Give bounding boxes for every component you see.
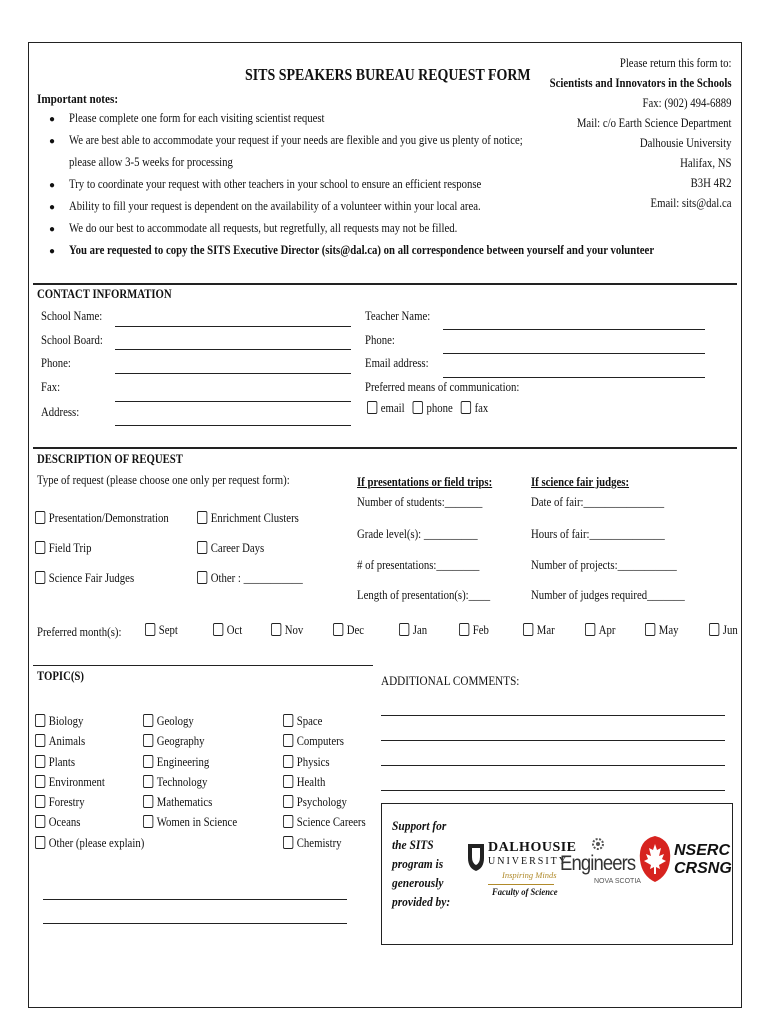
request-heading: DESCRIPTION OF REQUEST xyxy=(37,452,183,466)
contact-heading: CONTACT INFORMATION xyxy=(37,287,172,301)
dalhousie-logo xyxy=(466,840,577,910)
month-checkbox[interactable] xyxy=(213,623,223,636)
topic-option[interactable] xyxy=(283,772,366,792)
return-city: Halifax, NS xyxy=(679,156,731,170)
type-checkbox[interactable] xyxy=(35,511,45,524)
month-checkbox[interactable] xyxy=(645,623,655,636)
topic-option[interactable] xyxy=(283,792,366,812)
month-label: Jan xyxy=(412,623,428,637)
bullet-icon: ● xyxy=(49,136,56,147)
bullet-icon: ● xyxy=(49,246,56,257)
month-label: Feb xyxy=(472,623,489,637)
topic-checkbox[interactable] xyxy=(35,734,45,747)
pres-field[interactable]: # of presentations:________ xyxy=(357,558,480,572)
note-item: Try to coordinate your request with other teachers in your school to ensure an efficient response xyxy=(69,177,482,191)
month-option[interactable] xyxy=(271,623,303,638)
type-option-label: Enrichment Clusters xyxy=(210,511,299,525)
divider xyxy=(33,283,737,285)
other-explain-line[interactable] xyxy=(43,899,347,900)
topic-checkbox[interactable] xyxy=(143,795,153,808)
school-board-field[interactable] xyxy=(115,349,351,350)
topic-checkbox[interactable] xyxy=(143,775,153,788)
month-checkbox[interactable] xyxy=(399,623,409,636)
topic-label: Environment xyxy=(48,774,105,789)
bullet-icon: ● xyxy=(49,180,56,191)
topic-option[interactable] xyxy=(143,772,237,792)
sponsor-box xyxy=(381,803,733,945)
gear-icon xyxy=(590,836,606,852)
type-checkbox[interactable] xyxy=(35,571,45,584)
month-label: Jun xyxy=(722,623,738,637)
type-option-label: Field Trip xyxy=(48,541,92,555)
topic-checkbox[interactable] xyxy=(283,755,293,768)
school-board-label: School Board: xyxy=(41,333,103,347)
divider xyxy=(33,665,373,666)
fair-field[interactable]: Date of fair:_______________ xyxy=(531,495,665,509)
topic-checkbox[interactable] xyxy=(35,815,45,828)
return-address-block xyxy=(520,53,732,213)
topic-checkbox[interactable] xyxy=(283,775,293,788)
topic-col-1 xyxy=(35,711,144,853)
type-option[interactable] xyxy=(35,541,91,556)
month-checkbox[interactable] xyxy=(585,623,595,636)
topic-option[interactable] xyxy=(283,752,366,772)
month-label: May xyxy=(658,623,679,637)
topic-option[interactable] xyxy=(35,812,144,832)
type-option[interactable] xyxy=(35,571,134,586)
type-option-label: Other : ___________ xyxy=(210,571,303,585)
phone-field[interactable] xyxy=(115,373,351,374)
topic-label: Space xyxy=(296,714,323,728)
topic-label: Computers xyxy=(296,734,344,749)
topic-label: Engineering xyxy=(156,754,210,769)
note-item: We do our best to accommodate all requests, but regretfully, all requests may not be filled. xyxy=(69,221,458,235)
topic-label: Geography xyxy=(156,734,205,749)
topic-label: Women in Science xyxy=(156,815,238,830)
eng-sub: NOVA SCOTIA xyxy=(594,878,641,885)
topic-checkbox[interactable] xyxy=(283,795,293,808)
support-line: provided by: xyxy=(392,894,451,909)
topic-label: Science Careers xyxy=(296,815,366,830)
note-item-important: You are requested to copy the SITS Executive Director (sits@dal.ca) on all correspondence between yourself and your volunteer xyxy=(69,243,655,257)
topic-option[interactable] xyxy=(283,833,366,853)
type-option-label: Career Days xyxy=(210,541,265,555)
school-name-label: School Name: xyxy=(41,309,103,323)
form-title: SITS SPEAKERS BUREAU REQUEST FORM xyxy=(245,65,531,84)
preferred-means-label: Preferred means of communication: xyxy=(365,380,520,394)
months-label: Preferred month(s): xyxy=(37,625,122,639)
month-label: Oct xyxy=(226,623,243,637)
note-item: Ability to fill your request is dependent on the availability of a volunteer within your local area. xyxy=(69,199,481,213)
fair-field[interactable]: Number of projects:___________ xyxy=(531,558,677,572)
topic-col-3 xyxy=(283,711,366,853)
type-prompt: Type of request (please choose one only per request form): xyxy=(37,473,290,487)
note-item: We are best able to accommodate your request if your needs are flexible and you give us plenty of notice; xyxy=(69,133,523,147)
fax-checkbox[interactable] xyxy=(461,401,471,414)
return-email: Email: sits@dal.ca xyxy=(650,196,731,210)
topic-label: Geology xyxy=(156,714,194,728)
bullet-icon: ● xyxy=(49,114,56,125)
divider xyxy=(33,447,737,449)
topic-option[interactable] xyxy=(35,731,144,751)
email-option-label: email xyxy=(380,401,405,415)
type-checkbox[interactable] xyxy=(197,571,207,584)
type-option-label: Science Fair Judges xyxy=(48,571,135,585)
topic-checkbox[interactable] xyxy=(283,815,293,828)
dal-tagline: Inspiring Minds xyxy=(502,870,557,880)
return-postal: B3H 4R2 xyxy=(690,176,731,190)
month-label: Apr xyxy=(598,623,616,637)
support-text xyxy=(392,816,450,911)
note-item: Please complete one form for each visiting scientist request xyxy=(69,111,325,125)
topic-checkbox[interactable] xyxy=(143,815,153,828)
engineers-ns-logo xyxy=(560,836,642,902)
type-option[interactable] xyxy=(197,541,264,556)
topic-checkbox[interactable] xyxy=(35,795,45,808)
pres-heading: If presentations or field trips: xyxy=(357,475,493,489)
pres-field[interactable]: Length of presentation(s):____ xyxy=(357,588,491,602)
month-checkbox[interactable] xyxy=(523,623,533,636)
school-name-field[interactable] xyxy=(115,326,351,327)
topic-checkbox[interactable] xyxy=(143,714,153,727)
email-address-field[interactable] xyxy=(443,377,705,378)
notes-heading: Important notes: xyxy=(37,91,119,106)
other-explain-line[interactable] xyxy=(43,923,347,924)
dal-university: UNIVERSITY xyxy=(488,856,568,867)
month-label: Sept xyxy=(158,623,178,637)
topic-label: Other (please explain) xyxy=(48,835,145,850)
topic-label: Forestry xyxy=(48,795,85,810)
comment-line[interactable] xyxy=(381,740,725,741)
topic-label: Physics xyxy=(296,754,330,769)
form-page xyxy=(28,42,742,1008)
type-option[interactable] xyxy=(197,571,303,586)
topic-label: Mathematics xyxy=(156,795,213,810)
nserc-fr: CRSNG xyxy=(674,860,732,877)
fair-field[interactable]: Number of judges required_______ xyxy=(531,588,685,602)
return-univ: Dalhousie University xyxy=(639,136,731,150)
phone-option-label: phone xyxy=(426,401,453,415)
month-option[interactable] xyxy=(585,623,615,638)
type-checkbox[interactable] xyxy=(197,541,207,554)
dalhousie-crest-icon xyxy=(466,842,486,872)
return-org: Scientists and Innovators in the Schools xyxy=(549,76,731,90)
bullet-icon: ● xyxy=(49,202,56,213)
type-option[interactable] xyxy=(35,511,169,526)
topic-checkbox[interactable] xyxy=(35,836,45,849)
topic-option[interactable] xyxy=(283,731,366,751)
month-option[interactable] xyxy=(333,623,364,638)
type-option[interactable] xyxy=(197,511,299,526)
topic-label: Psychology xyxy=(296,795,347,810)
topic-option[interactable] xyxy=(143,711,237,731)
type-option-label: Presentation/Demonstration xyxy=(48,511,169,525)
topics-heading: TOPIC(S) xyxy=(37,669,84,683)
fair-field[interactable]: Hours of fair:______________ xyxy=(531,527,665,541)
support-line: the SITS xyxy=(392,837,434,852)
topic-option[interactable] xyxy=(35,792,144,812)
topic-option[interactable] xyxy=(283,711,366,731)
address-label: Address: xyxy=(41,405,80,419)
month-option[interactable] xyxy=(459,623,489,638)
topic-option[interactable] xyxy=(35,711,144,731)
phone-label: Phone: xyxy=(41,356,71,370)
pres-field[interactable]: Grade level(s): __________ xyxy=(357,527,478,541)
address-field[interactable] xyxy=(115,425,351,426)
support-line: Support for xyxy=(392,818,447,833)
return-line: Please return this form to: xyxy=(619,56,731,70)
maple-leaf-icon xyxy=(638,834,672,884)
month-option[interactable] xyxy=(709,623,738,638)
topic-checkbox[interactable] xyxy=(35,775,45,788)
month-label: Nov xyxy=(284,623,304,637)
month-checkbox[interactable] xyxy=(459,623,469,636)
topic-checkbox[interactable] xyxy=(283,836,293,849)
month-option[interactable] xyxy=(145,623,178,638)
month-option[interactable] xyxy=(645,623,678,638)
topic-option[interactable] xyxy=(143,731,237,751)
comment-line[interactable] xyxy=(381,790,725,791)
topic-label: Technology xyxy=(156,774,208,789)
topic-checkbox[interactable] xyxy=(283,734,293,747)
month-checkbox[interactable] xyxy=(333,623,343,636)
pres-field[interactable]: Number of students:_______ xyxy=(357,495,483,509)
nserc-en: NSERC xyxy=(674,842,731,859)
month-option[interactable] xyxy=(523,623,555,638)
month-checkbox[interactable] xyxy=(709,623,719,636)
topic-option[interactable] xyxy=(143,752,237,772)
topic-label: Oceans xyxy=(48,815,81,830)
topic-option[interactable] xyxy=(35,833,144,853)
month-checkbox[interactable] xyxy=(271,623,281,636)
teacher-phone-label: Phone: xyxy=(365,333,395,347)
bullet-icon: ● xyxy=(49,224,56,235)
fax-option-label: fax xyxy=(474,401,489,415)
email-address-label: Email address: xyxy=(365,356,429,370)
phone-checkbox[interactable] xyxy=(413,401,423,414)
dal-name: DALHOUSIE xyxy=(488,840,577,855)
nserc-logo xyxy=(638,832,730,892)
dal-rule xyxy=(488,884,554,885)
topic-label: Health xyxy=(296,774,326,789)
comments-heading: ADDITIONAL COMMENTS: xyxy=(381,673,520,688)
comm-options xyxy=(367,401,488,416)
topic-label: Chemistry xyxy=(296,835,342,850)
comment-line[interactable] xyxy=(381,765,725,766)
type-checkbox[interactable] xyxy=(197,511,207,524)
topic-label: Biology xyxy=(48,714,84,728)
month-label: Mar xyxy=(536,623,555,637)
topic-checkbox[interactable] xyxy=(143,734,153,747)
fax-field[interactable] xyxy=(115,401,351,402)
month-label: Dec xyxy=(346,623,365,637)
month-checkbox[interactable] xyxy=(145,623,155,636)
return-mail: Mail: c/o Earth Science Department xyxy=(576,116,731,130)
email-checkbox[interactable] xyxy=(367,401,377,414)
dal-faculty: Faculty of Science xyxy=(492,888,558,898)
support-line: program is xyxy=(392,856,444,871)
topic-checkbox[interactable] xyxy=(143,755,153,768)
note-item: please allow 3-5 weeks for processing xyxy=(69,155,233,169)
topic-option[interactable] xyxy=(143,792,237,812)
topic-option[interactable] xyxy=(283,812,366,832)
fair-heading: If science fair judges: xyxy=(531,475,630,489)
support-line: generously xyxy=(392,875,444,890)
topic-checkbox[interactable] xyxy=(283,714,293,727)
return-fax: Fax: (902) 494-6889 xyxy=(642,96,731,110)
comment-line[interactable] xyxy=(381,715,725,716)
topic-checkbox[interactable] xyxy=(35,714,45,727)
month-option[interactable] xyxy=(213,623,242,638)
fax-label: Fax: xyxy=(41,380,61,394)
topic-checkbox[interactable] xyxy=(35,755,45,768)
month-option[interactable] xyxy=(399,623,427,638)
topic-option[interactable] xyxy=(143,812,237,832)
topic-option[interactable] xyxy=(35,772,144,792)
topic-col-2 xyxy=(143,711,237,833)
topic-option[interactable] xyxy=(35,752,144,772)
type-checkbox[interactable] xyxy=(35,541,45,554)
teacher-name-label: Teacher Name: xyxy=(365,309,431,323)
topic-label: Plants xyxy=(48,754,76,769)
teacher-name-field[interactable] xyxy=(443,329,705,330)
teacher-phone-field[interactable] xyxy=(443,353,705,354)
topic-label: Animals xyxy=(48,734,86,749)
eng-name: Engineers xyxy=(560,852,636,875)
